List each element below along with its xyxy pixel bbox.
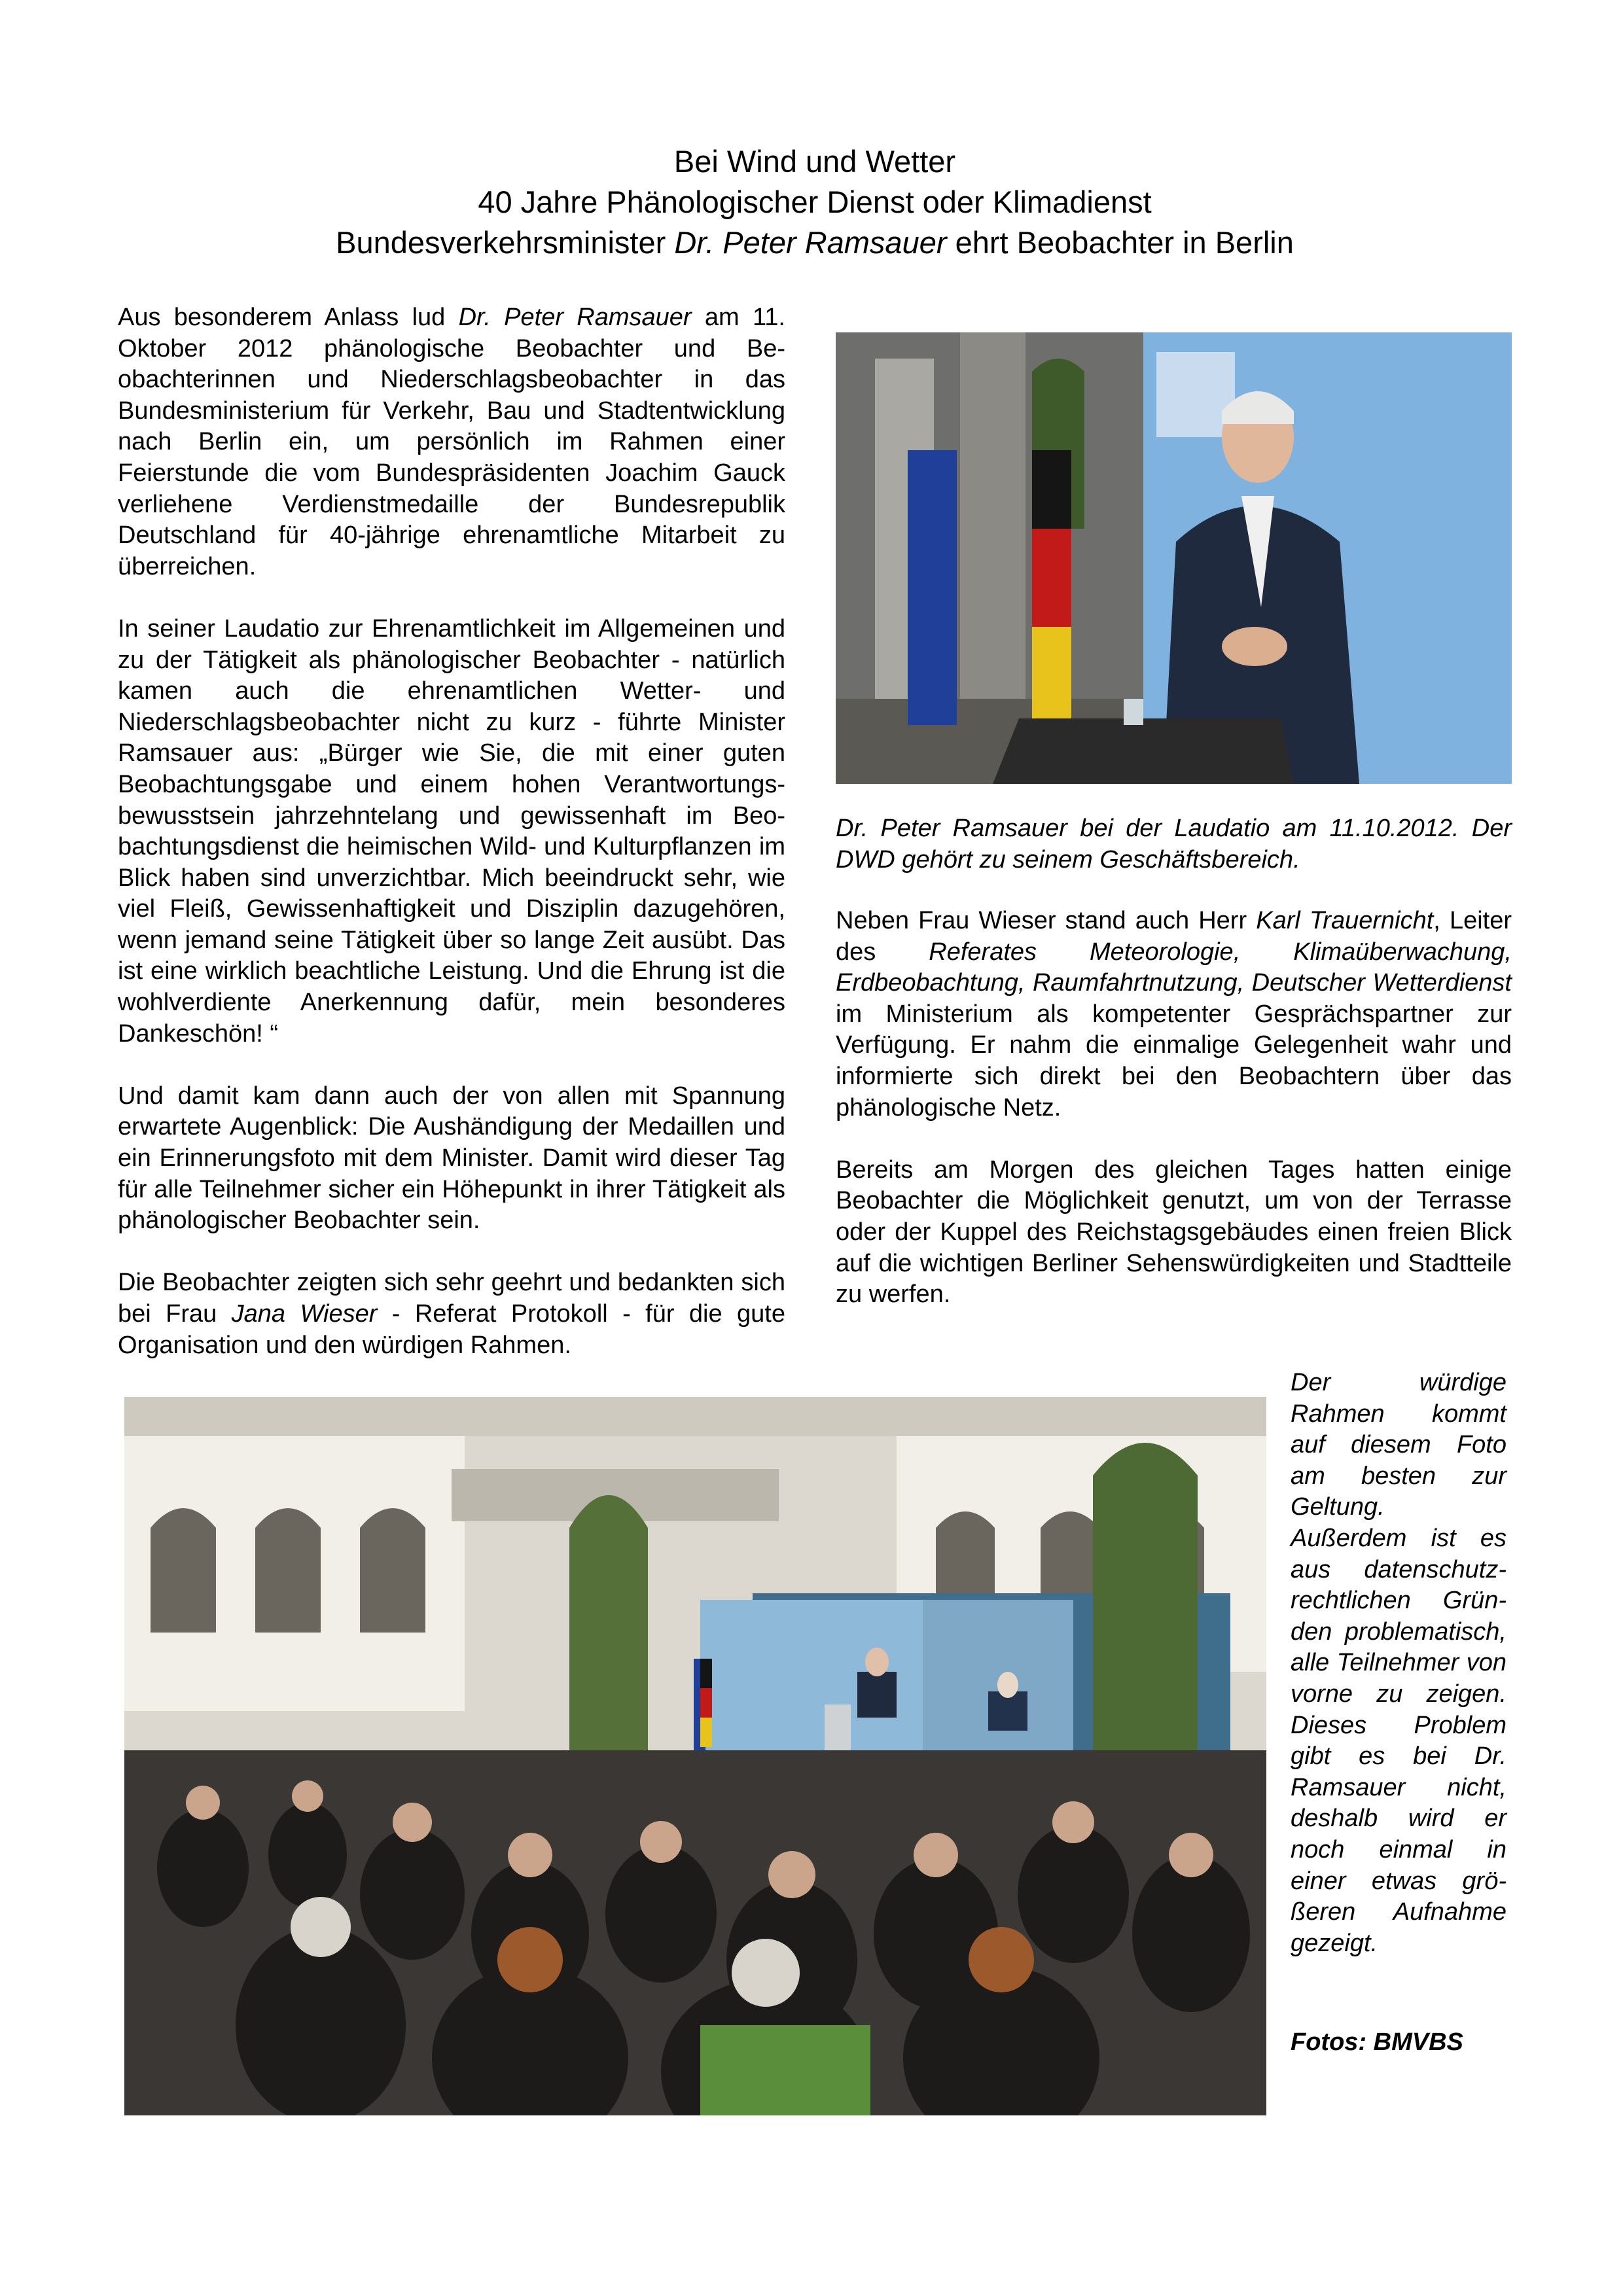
paragraph-2: In seiner Laudatio zur Ehrenamtlichkeit im Allgemeinen und zu der Tätigkeit als phänologischer Beobachter - natürlich kamen auch die ehrenamtlichen Wetter- und Niederschlagsbeobachter nicht zu kurz - führte Minister Ramsauer aus: „Bürger wie Sie, die mit einer guten Beobachtungsgabe und einem hohen Verantwortungsbewusstsein jahrzehntelang und gewissenhaft im Beobachtungsdienst die heimischen Wild- und Kulturpflanzen im Blick haben sind unverzichtbar. Mich beeindruckt sehr, wie viel Fleiß, Gewissenhaftigkeit und Disziplin dazugehören, wenn jemand seine Tätigkeit über so lange Zeit ausübt. Das ist eine wirklich beachtliche Leistung. Und die Ehrung ist die wohlverdiente Anerkennung dafür, mein besonderes Dankeschön! “ xyxy=(118,614,785,1048)
paragraph-1 xyxy=(118,302,785,582)
title-line-3-pre: Bundesverkehrsminister xyxy=(336,225,675,260)
photo-minister-illustration xyxy=(836,332,1512,784)
paragraph-5-name: Karl Trauernicht xyxy=(1256,907,1434,934)
paragraph-5-post: im Ministerium als kompetenter Gesprächspartner zur Verfügung. Er nahm die einmalige Gelegenheit wahr und informierte sich direkt bei den Beobachtern über das phänologische Netz. xyxy=(836,1000,1512,1122)
photo-courtyard-illustration xyxy=(124,1397,1266,2115)
left-column xyxy=(118,302,785,1361)
title-line-2: 40 Jahre Phänologischer Dienst oder Klimadienst xyxy=(478,185,1152,219)
paragraph-4-post: - Referat Protokoll - für die gute Organisation und den würdigen Rahmen. xyxy=(118,1300,785,1359)
paragraph-1-name: Dr. Peter Ramsauer xyxy=(458,304,692,331)
paragraph-6: Bereits am Morgen des gleichen Tages hatten einige Beobachter die Möglichkeit genutzt, um von der Terrasse oder der Kuppel des Reichstagsgebäudes einen freien Blick auf die wichtigen Berliner Sehenswürdigkeiten und Stadtteile zu werfen. xyxy=(836,1156,1512,1309)
paragraph-5-dept: Referates Meteorologie, Klimaüberwachung, Erdbeobachtung, Raumfahrtnutzung, Deutscher Wetterdienst xyxy=(836,938,1512,997)
photo-2-caption: Der würdige Rahmen kommt auf diesem Foto am besten zur Geltung. Außerdem ist es aus datenschutzrechtlichen Gründen problematisch, alle Teilnehmer von vorne zu zeigen. Dieses Problem gibt es bei Dr. Ramsauer nicht, deshalb wird er noch einmal in einer etwas größeren Aufnahme gezeigt. xyxy=(1291,1369,1507,1957)
paragraph-5 xyxy=(836,906,1512,1123)
photo-courtyard-audience xyxy=(124,1397,1266,2115)
paragraph-3: Und damit kam dann auch der von allen mit Spannung erwartete Augenblick: Die Aushändigung der Medaillen und ein Erinnerungsfoto mit dem Minister. Damit wird dieser Tag für alle Teilnehmer sicher ein Höhepunkt in ihrer Tätigkeit als phänologischer Beobachter sein. xyxy=(118,1082,785,1235)
photo-minister-at-lectern xyxy=(836,332,1512,784)
title-line-3-post: ehrt Beobachter in Berlin xyxy=(946,225,1294,260)
paragraph-1-pre: Aus besonderem Anlass lud xyxy=(118,304,459,331)
right-column xyxy=(836,906,1512,1311)
paragraph-5-pre: Neben Frau Wieser stand auch Herr xyxy=(836,907,1257,934)
paragraph-4-name: Jana Wieser xyxy=(231,1300,378,1328)
title-line-3 xyxy=(118,222,1512,263)
document-title xyxy=(118,141,1512,263)
photo-credit: Fotos: BMVBS xyxy=(1291,2028,1463,2056)
paragraph-4-pre: Die Beobachter zeigten sich sehr geehrt und bedankten sich bei Frau xyxy=(118,1269,785,1328)
paragraph-5-mid: , Leiter des xyxy=(836,907,1512,966)
title-line-3-name: Dr. Peter Ramsauer xyxy=(674,225,947,260)
photo-1-caption: Dr. Peter Ramsauer bei der Laudatio am 11.10.2012. Der DWD gehört zu seinem Geschäftsbereich. xyxy=(836,815,1512,874)
paragraph-4 xyxy=(118,1267,785,1361)
title-line-1: Bei Wind und Wetter xyxy=(673,144,956,179)
paragraph-1-post: am 11. Oktober 2012 phänologische Beobachter und Beobachterinnen und Niederschlagsbeobachter in das Bundesministerium für Verkehr, Bau und Stadtentwicklung nach Berlin ein, um persönlich im Rahmen einer Feierstunde die vom Bundespräsidenten Joachim Gauck verliehene Verdienstmedaille der Bundesrepublik Deutschland für 40-jährige ehrenamtliche Mitarbeit zu überreichen. xyxy=(118,304,785,580)
